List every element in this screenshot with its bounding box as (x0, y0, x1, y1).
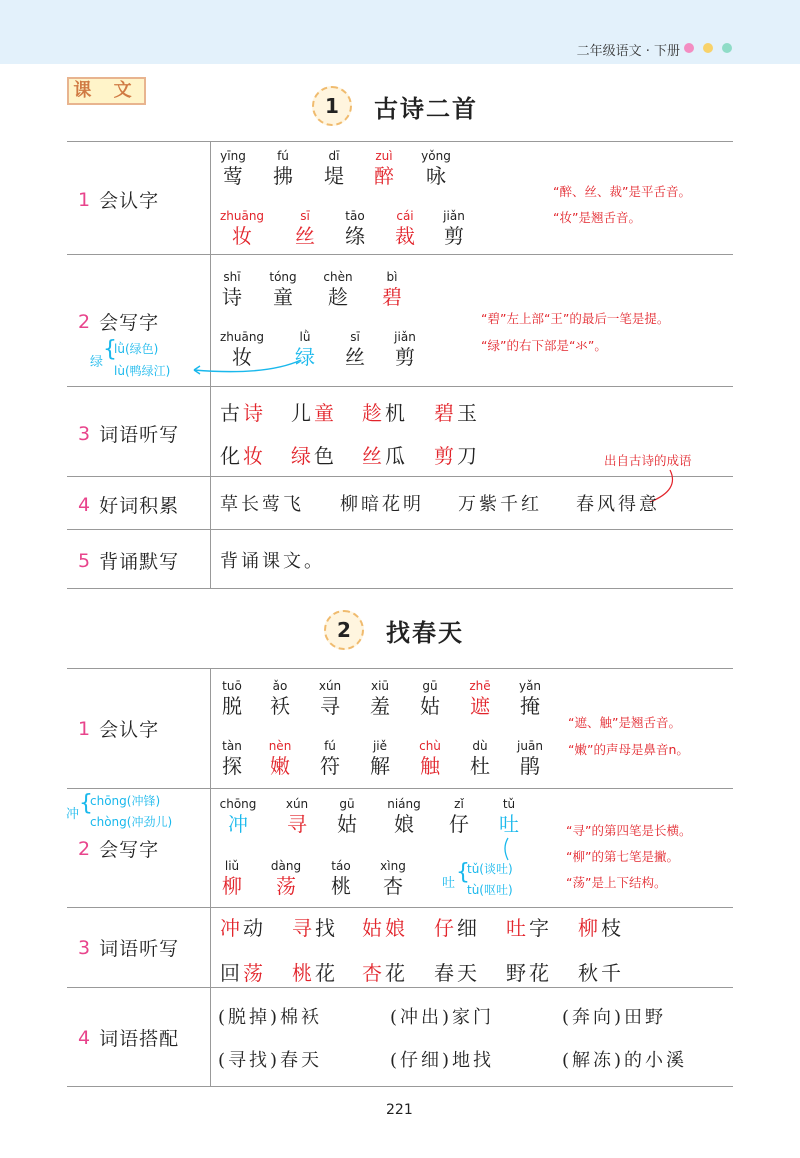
dictation-word: 回荡 (220, 961, 266, 985)
char-cell: chōng 冲 (219, 797, 257, 836)
char-cell: tāo 绦 (345, 209, 365, 248)
page-number: 221 (386, 1102, 413, 1118)
arrow-icon (186, 358, 306, 378)
char-cell: zhuāng 妆 (219, 330, 265, 369)
char-cell: cái 裁 (395, 209, 415, 248)
dictation-word: 绿色 (291, 444, 337, 468)
annotation-note: “碧”左上部“王”的最后一笔是提。 (481, 311, 670, 326)
row-label: 4 好词积累 (78, 493, 180, 517)
char-cell: sī 丝 (345, 330, 365, 369)
table-line (67, 987, 733, 988)
dictation-word: 柳枝 (578, 916, 624, 940)
brace-icon: { (103, 337, 117, 362)
polyphone-reading: tù(呕吐) (467, 883, 513, 897)
row-label: 5 背诵默写 (78, 549, 180, 573)
annotation-note: “嫩”的声母是鼻音n。 (568, 742, 689, 757)
row-label: 3 词语听写 (78, 936, 180, 960)
char-cell: liǔ 柳 (222, 859, 242, 898)
table-line (67, 1086, 733, 1087)
char-cell: yǒng 咏 (421, 149, 451, 188)
dictation-word: 杏花 (362, 961, 408, 985)
polyphone-char: 冲 (66, 807, 80, 822)
char-cell: chèn 趁 (323, 270, 353, 309)
table-divider (210, 668, 211, 1086)
dictation-word: 仔细 (434, 916, 480, 940)
char-cell: xiū 羞 (370, 679, 390, 718)
good-word: 草长莺飞 (220, 494, 304, 515)
char-cell: chù 触 (419, 739, 441, 778)
dictation-word: 儿童 (291, 401, 337, 425)
char-cell: niáng 娘 (387, 797, 421, 836)
char-cell: zhē 遮 (469, 679, 491, 718)
table-line (67, 788, 733, 789)
annotation-note: “荡”是上下结构。 (566, 875, 667, 890)
char-cell: tàn 探 (222, 739, 242, 778)
annotation-note: “醉、丝、裁”是平舌音。 (553, 184, 691, 199)
char-cell: xún 寻 (285, 797, 309, 836)
char-cell: jiǎn 剪 (443, 209, 465, 248)
polyphone-reading: lǜ(绿色) (114, 342, 159, 356)
char-cell: xún 寻 (318, 679, 342, 718)
row-label: 1 会认字 (78, 188, 160, 212)
annotation-note: “寻”的第四笔是长横。 (566, 823, 692, 838)
table-line (67, 254, 733, 255)
dictation-word: 冲动 (220, 916, 266, 940)
annotation-note: “妆”是翘舌音。 (553, 210, 641, 225)
char-cell: fú 符 (320, 739, 340, 778)
char-cell: dù 杜 (470, 739, 490, 778)
char-cell: nèn 嫩 (268, 739, 292, 778)
char-cell: dàng 荡 (270, 859, 302, 898)
lesson-1-title (312, 86, 478, 126)
char-cell: zǐ 仔 (449, 797, 469, 836)
dictation-word: 春天 (434, 961, 480, 985)
char-cell: zhuāng 妆 (219, 209, 265, 248)
good-word: 春风得意 (576, 494, 660, 515)
row-label: 2 会写字 (78, 837, 160, 861)
row-label: 3 词语听写 (78, 422, 180, 446)
polyphone-reading: chōng(冲锋) (90, 794, 161, 808)
arrow-icon (500, 836, 516, 862)
char-cell: tóng 童 (269, 270, 297, 309)
collocation: (脱掉)棉袄 (218, 1007, 323, 1028)
char-cell: shī 诗 (222, 270, 242, 309)
annotation-note: “柳”的第七笔是撇。 (566, 849, 679, 864)
brace-icon: { (79, 791, 93, 816)
teal-dot (722, 43, 732, 53)
table-line (67, 907, 733, 908)
header-dots (684, 43, 732, 53)
char-cell: sī 丝 (295, 209, 315, 248)
char-cell: táo 桃 (331, 859, 351, 898)
dictation-word: 野花 (506, 961, 552, 985)
polyphone-reading: tǔ(谈吐) (467, 862, 513, 876)
lesson-title-text: 古诗二首 (374, 94, 478, 123)
char-cell: tǔ 吐 (499, 797, 519, 836)
char-cell: yīng 莺 (220, 149, 246, 188)
row-label: 4 词语搭配 (78, 1026, 180, 1050)
char-cell: gū 姑 (337, 797, 357, 836)
char-cell: gū 姑 (420, 679, 440, 718)
polyphone-char: 吐 (442, 876, 456, 891)
collocation: (仔细)地找 (390, 1050, 495, 1071)
char-cell: tuō 脱 (222, 679, 242, 718)
polyphone-char: 绿 (90, 355, 104, 370)
char-cell: yǎn 掩 (518, 679, 542, 718)
dictation-word: 化妆 (220, 444, 266, 468)
collocation: (冲出)家门 (390, 1007, 495, 1028)
collocation: (寻找)春天 (218, 1050, 323, 1071)
lesson-title-text: 找春天 (386, 618, 464, 647)
lesson-number: 1 (312, 86, 352, 126)
table-line (67, 141, 733, 142)
char-cell: juān 鹃 (517, 739, 543, 778)
dictation-word: 吐字 (506, 916, 552, 940)
table-line (67, 588, 733, 589)
dictation-word: 桃花 (292, 961, 338, 985)
table-line (67, 386, 733, 387)
dictation-word: 剪刀 (434, 444, 480, 468)
good-word: 万紫千红 (458, 494, 542, 515)
char-cell: zuì 醉 (374, 149, 394, 188)
annotation-note: “绿”的右下部是“氺”。 (481, 338, 607, 353)
recite-text: 背诵课文。 (220, 551, 325, 572)
dictation-word: 秋千 (578, 961, 624, 985)
brace-icon: { (456, 860, 470, 885)
row-label: 2 会写字 (78, 310, 160, 334)
dictation-word: 姑娘 (362, 916, 408, 940)
table-line (67, 476, 733, 477)
table-line (67, 529, 733, 530)
char-cell: fú 拂 (273, 149, 293, 188)
lesson-2-title (324, 610, 464, 650)
yellow-dot (703, 43, 713, 53)
section-badge: 课 文 (67, 77, 146, 105)
annotation-note: 出自古诗的成语 (604, 453, 692, 468)
lesson-number: 2 (324, 610, 364, 650)
collocation: (奔向)田野 (562, 1007, 667, 1028)
table-line (67, 668, 733, 669)
char-cell: xìng 杏 (380, 859, 406, 898)
book-title: 二年级语文 · 下册 (576, 44, 680, 59)
polyphone-reading: lù(鸭绿江) (114, 364, 171, 378)
dictation-word: 丝瓜 (362, 444, 408, 468)
dictation-word: 趁机 (362, 401, 408, 425)
char-cell: bì 碧 (382, 270, 402, 309)
dictation-word: 寻找 (292, 916, 338, 940)
char-cell: lǜ 绿 (295, 330, 315, 369)
dictation-word: 碧玉 (434, 401, 480, 425)
polyphone-reading: chòng(冲劲儿) (90, 815, 173, 829)
char-cell: dī 堤 (324, 149, 344, 188)
annotation-note: “遮、触”是翘舌音。 (568, 715, 681, 730)
dictation-word: 古诗 (220, 401, 266, 425)
char-cell: jiǎn 剪 (394, 330, 416, 369)
good-word: 柳暗花明 (340, 494, 424, 515)
top-header-band (0, 0, 800, 64)
pink-dot (684, 43, 694, 53)
char-cell: ǎo 袄 (270, 679, 290, 718)
row-label: 1 会认字 (78, 717, 160, 741)
collocation: (解冻)的小溪 (562, 1050, 688, 1071)
char-cell: jiě 解 (370, 739, 390, 778)
